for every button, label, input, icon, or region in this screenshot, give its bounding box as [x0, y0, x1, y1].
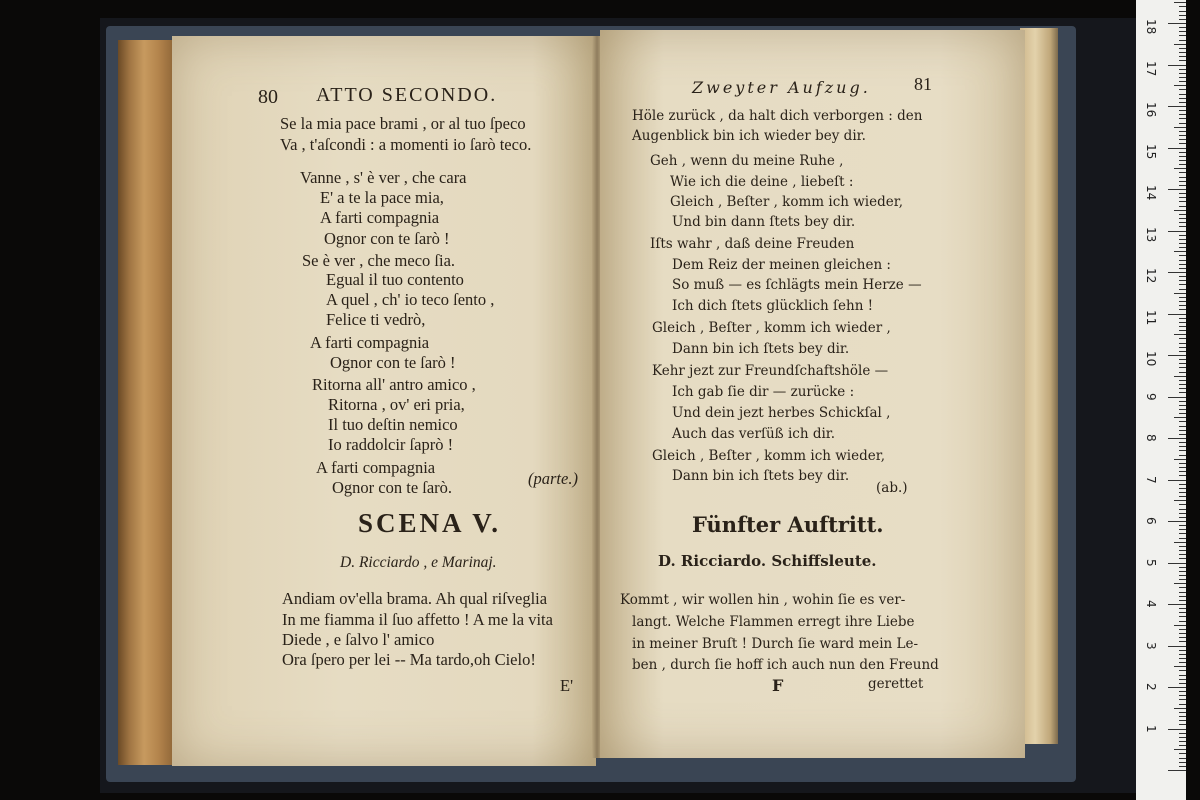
ruler-tick [1179, 305, 1186, 306]
book-fore-edge-right [1020, 28, 1058, 744]
ruler-tick [1179, 434, 1186, 435]
verse-line: Vanne , s' è ver , che cara [300, 168, 467, 187]
verse-line: E' a te la pace mia, [320, 188, 444, 207]
ruler-tick [1179, 56, 1186, 57]
ruler-tick [1174, 168, 1186, 169]
ruler-tick [1179, 554, 1186, 555]
ruler-tick [1168, 438, 1186, 439]
catchword: gerettet [868, 676, 924, 692]
ruler-tick [1179, 81, 1186, 82]
ruler-tick [1179, 401, 1186, 402]
ruler-tick [1179, 297, 1186, 298]
verse-line: Va , t'aſcondi : a momenti io ſarò teco. [280, 135, 532, 154]
ruler-tick [1179, 89, 1186, 90]
ruler-tick [1179, 720, 1186, 721]
ruler-tick [1179, 135, 1186, 136]
ruler-tick [1179, 114, 1186, 115]
prose-line: Andiam ov'ella brama. Ah qual riſveglia [282, 589, 548, 608]
ruler-tick [1179, 758, 1186, 759]
verse-line: Ich dich ſtets glücklich ſehn ! [672, 298, 874, 314]
ruler-tick [1179, 745, 1186, 746]
ruler-tick [1179, 235, 1186, 236]
verse-line: Dann bin ich ſtets bey dir. [672, 341, 850, 357]
ruler-tick [1179, 338, 1186, 339]
catchword: E' [560, 676, 574, 695]
ruler-tick [1179, 633, 1186, 634]
ruler-tick [1168, 23, 1186, 24]
ruler-tick [1179, 343, 1186, 344]
ruler-tick [1179, 247, 1186, 248]
ruler-tick [1179, 741, 1186, 742]
ruler-tick [1174, 85, 1186, 86]
ruler-tick [1179, 612, 1186, 613]
ruler-tick [1174, 666, 1186, 667]
ruler-tick [1179, 94, 1186, 95]
verse-line: Und dein jezt herbes Schickſal , [672, 405, 891, 421]
ruler-label: 7 [1144, 475, 1158, 484]
ruler-tick [1168, 272, 1186, 273]
ruler-tick [1179, 276, 1186, 277]
scene-title: Fünfter Auftritt. [692, 512, 884, 537]
ruler-tick [1179, 152, 1186, 153]
ruler-tick [1174, 583, 1186, 584]
ruler-tick [1179, 488, 1186, 489]
ruler-label: 6 [1144, 517, 1158, 525]
ruler-tick [1174, 417, 1186, 418]
verse-line: Gleich , Beſter , komm ich wieder , [652, 320, 891, 336]
ruler-tick [1179, 110, 1186, 111]
ruler-label: 11 [1144, 309, 1158, 325]
verse-line: Ritorna , ov' eri pria, [328, 395, 465, 414]
ruler-tick [1168, 770, 1186, 771]
ruler-tick [1179, 60, 1186, 61]
ruler-tick [1179, 575, 1186, 576]
signature-mark: F [772, 676, 784, 695]
verse-line: Ognor con te ſarò ! [330, 353, 456, 372]
ruler-tick [1179, 724, 1186, 725]
ruler-tick [1168, 65, 1186, 66]
ruler-tick [1168, 521, 1186, 522]
ruler-tick [1179, 264, 1186, 265]
verse-line: Augenblick bin ich wieder bey dir. [632, 128, 866, 144]
ruler-tick [1179, 177, 1186, 178]
ruler-tick [1179, 372, 1186, 373]
ruler-label: 9 [1144, 392, 1158, 401]
ruler-tick [1179, 193, 1186, 194]
ruler-tick [1179, 587, 1186, 588]
prose-line: langt. Welche Flammen erregt ihre Liebe [632, 614, 915, 630]
ruler-tick [1179, 621, 1186, 622]
verse-line: Ognor con te ſarò ! [324, 229, 450, 248]
ruler-tick [1179, 69, 1186, 70]
verse-line: Dem Reiz der meinen gleichen : [672, 257, 891, 273]
ruler-tick [1179, 123, 1186, 124]
ruler-tick [1179, 517, 1186, 518]
ruler-tick [1179, 380, 1186, 381]
ruler-tick [1174, 500, 1186, 501]
ruler-tick [1179, 600, 1186, 601]
ruler-tick [1179, 11, 1186, 12]
ruler-tick [1179, 318, 1186, 319]
verse-line: Ognor con te ſarò. [332, 478, 453, 497]
verse-line: A farti compagnia [316, 458, 436, 477]
ruler-tick [1179, 650, 1186, 651]
ruler-tick [1168, 563, 1186, 564]
ruler-label: 2 [1144, 683, 1158, 691]
ruler-tick [1179, 6, 1186, 7]
ruler-tick [1179, 450, 1186, 451]
ruler-tick [1179, 467, 1186, 468]
verse-line: Felice ti vedrò, [326, 310, 426, 329]
ruler-tick [1179, 683, 1186, 684]
ruler-tick [1179, 654, 1186, 655]
ruler-tick [1179, 592, 1186, 593]
ruler-tick [1179, 471, 1186, 472]
ruler-tick [1179, 280, 1186, 281]
left-page-number: 80 [258, 86, 278, 108]
ruler-tick [1179, 699, 1186, 700]
ruler-tick [1168, 148, 1186, 149]
ruler-tick [1179, 733, 1186, 734]
ruler-tick [1179, 102, 1186, 103]
ruler-tick [1179, 704, 1186, 705]
ruler-tick [1179, 608, 1186, 609]
ruler-tick [1179, 322, 1186, 323]
right-running-head: Zweyter Aufzug. [692, 78, 871, 97]
ruler-tick [1179, 637, 1186, 638]
ruler-tick [1179, 426, 1186, 427]
ruler-tick [1179, 629, 1186, 630]
verse-line: Wie ich die deine , liebeſt : [670, 174, 854, 190]
ruler-tick [1179, 289, 1186, 290]
ruler-tick [1179, 156, 1186, 157]
ruler-label: 5 [1144, 558, 1158, 567]
ruler-tick [1179, 181, 1186, 182]
ruler-tick [1174, 459, 1186, 460]
ruler-tick [1174, 2, 1186, 3]
prose-line: Kommt , wir wollen hin , wohin ſie es ver- [620, 592, 906, 608]
ruler-tick [1174, 749, 1186, 750]
ruler-tick [1179, 164, 1186, 165]
ruler-tick [1179, 77, 1186, 78]
ruler-tick [1179, 206, 1186, 207]
ruler-tick [1179, 98, 1186, 99]
ruler-tick [1179, 197, 1186, 198]
ruler-tick [1179, 475, 1186, 476]
verse-line: Kehr jezt zur Freundſchaftshöle — [652, 363, 889, 379]
ruler-tick [1179, 367, 1186, 368]
ruler-tick [1179, 301, 1186, 302]
prose-line: Diede , e ſalvo l' amico [282, 630, 435, 649]
scene-characters: D. Ricciardo. Schiffsleute. [658, 552, 877, 570]
verse-line: Höle zurück , da halt dich verborgen : den [632, 108, 923, 124]
ruler-tick [1179, 484, 1186, 485]
ruler-tick [1179, 139, 1186, 140]
verse-line: Il tuo deſtin nemico [328, 415, 458, 434]
ruler-tick [1179, 675, 1186, 676]
ruler-tick [1179, 143, 1186, 144]
ruler-tick [1174, 251, 1186, 252]
prose-line: in meiner Bruſt ! Durch ſie ward mein Le- [632, 636, 919, 652]
ruler-tick [1179, 31, 1186, 32]
ruler-label: 18 [1144, 19, 1158, 35]
ruler-tick [1179, 185, 1186, 186]
exit-note: (ab.) [876, 480, 908, 496]
ruler-tick [1179, 40, 1186, 41]
prose-line: ben , durch ſie hoff ich auch nun den Freund [632, 657, 939, 673]
ruler-tick [1168, 106, 1186, 107]
ruler-tick [1168, 397, 1186, 398]
ruler-tick [1179, 239, 1186, 240]
verse-line: Gleich , Beſter , komm ich wieder, [670, 194, 904, 210]
ruler-tick [1179, 679, 1186, 680]
scene-characters: D. Ricciardo , e Marinaj. [340, 554, 497, 571]
verse-line: Geh , wenn du meine Ruhe , [650, 153, 844, 169]
ruler-tick [1179, 616, 1186, 617]
ruler-tick [1179, 284, 1186, 285]
book-fore-edge-left [118, 40, 176, 765]
verse-line: Se è ver , che meco ſia. [302, 251, 456, 270]
ruler-tick [1179, 172, 1186, 173]
ruler-tick [1179, 513, 1186, 514]
ruler-label: 8 [1144, 434, 1158, 442]
ruler-tick [1179, 509, 1186, 510]
ruler-tick [1179, 388, 1186, 389]
ruler-tick [1168, 604, 1186, 605]
ruler-tick [1179, 662, 1186, 663]
ruler-tick [1179, 430, 1186, 431]
measuring-ruler [1136, 0, 1186, 800]
ruler-tick [1179, 695, 1186, 696]
verse-line: Auch das verſüß ich dir. [672, 426, 836, 442]
ruler-tick [1179, 492, 1186, 493]
verse-line: Und bin dann ſtets bey dir. [672, 214, 856, 230]
ruler-tick [1179, 641, 1186, 642]
ruler-tick [1174, 44, 1186, 45]
ruler-label: 17 [1144, 60, 1158, 76]
ruler-label: 1 [1144, 724, 1158, 733]
ruler-tick [1179, 405, 1186, 406]
ruler-tick [1179, 567, 1186, 568]
scene-title: SCENA V. [358, 508, 502, 538]
ruler-tick [1179, 737, 1186, 738]
ruler-tick [1179, 359, 1186, 360]
ruler-tick [1179, 658, 1186, 659]
ruler-tick [1179, 546, 1186, 547]
ruler-tick [1179, 596, 1186, 597]
ruler-label: 15 [1144, 143, 1158, 159]
ruler-tick [1168, 729, 1186, 730]
ruler-tick [1179, 442, 1186, 443]
ruler-tick [1179, 670, 1186, 671]
ruler-tick [1179, 538, 1186, 539]
ruler-tick [1179, 243, 1186, 244]
ruler-tick [1179, 218, 1186, 219]
verse-line: Ritorna all' antro amico , [312, 375, 476, 394]
ruler-tick [1179, 15, 1186, 16]
ruler-tick [1179, 330, 1186, 331]
ruler-label: 3 [1144, 641, 1158, 650]
ruler-tick [1179, 222, 1186, 223]
ruler-tick [1179, 226, 1186, 227]
ruler-tick [1179, 455, 1186, 456]
ruler-tick [1179, 463, 1186, 464]
verse-line: Dann bin ich ſtets bey dir. [672, 468, 850, 484]
ruler-tick [1174, 210, 1186, 211]
ruler-tick [1174, 625, 1186, 626]
ruler-tick [1174, 708, 1186, 709]
ruler-tick [1174, 376, 1186, 377]
ruler-tick [1179, 766, 1186, 767]
ruler-tick [1179, 19, 1186, 20]
ruler-tick [1179, 160, 1186, 161]
ruler-tick [1179, 52, 1186, 53]
verse-line: Iſts wahr , daß deine Freuden [650, 236, 855, 252]
ruler-tick [1179, 214, 1186, 215]
ruler-tick [1179, 35, 1186, 36]
ruler-tick [1179, 260, 1186, 261]
ruler-tick [1179, 753, 1186, 754]
ruler-tick [1179, 384, 1186, 385]
ruler-tick [1179, 496, 1186, 497]
ruler-tick [1168, 231, 1186, 232]
left-running-head: ATTO SECONDO. [316, 84, 498, 106]
ruler-tick [1168, 189, 1186, 190]
ruler-tick [1179, 504, 1186, 505]
right-page-number: 81 [914, 74, 932, 94]
prose-line: Ora ſpero per lei -- Ma tardo,oh Cielo! [282, 650, 536, 669]
left-page [172, 36, 596, 766]
ruler-tick [1174, 127, 1186, 128]
verse-line: So muß — es ſchlägts mein Herze — [672, 277, 922, 293]
ruler-tick [1179, 309, 1186, 310]
exit-note: (parte.) [528, 469, 578, 488]
ruler-label: 10 [1144, 351, 1158, 367]
ruler-tick [1179, 48, 1186, 49]
ruler-tick [1179, 579, 1186, 580]
ruler-tick [1174, 334, 1186, 335]
ruler-tick [1168, 355, 1186, 356]
ruler-tick [1179, 392, 1186, 393]
verse-line: A quel , ch' io teco ſento , [326, 290, 495, 309]
ruler-tick [1179, 326, 1186, 327]
ruler-tick [1179, 762, 1186, 763]
ruler-tick [1179, 27, 1186, 28]
verse-line: A farti compagnia [310, 333, 430, 352]
ruler-tick [1179, 131, 1186, 132]
ruler-tick [1179, 558, 1186, 559]
ruler-tick [1179, 409, 1186, 410]
ruler-tick [1179, 421, 1186, 422]
ruler-tick [1179, 529, 1186, 530]
ruler-tick [1179, 691, 1186, 692]
ruler-tick [1179, 363, 1186, 364]
ruler-tick [1168, 314, 1186, 315]
verse-line: Egual il tuo contento [326, 270, 464, 289]
verse-line: Ich gab ſie dir — zurücke : [672, 384, 855, 400]
verse-line: Gleich , Beſter , komm ich wieder, [652, 448, 886, 464]
ruler-label: 12 [1144, 268, 1158, 284]
ruler-tick [1174, 293, 1186, 294]
ruler-label: 13 [1144, 226, 1158, 242]
ruler-label: 16 [1144, 102, 1158, 118]
ruler-tick [1179, 550, 1186, 551]
verse-line: Se la mia pace brami , or al tuo ſpeco [280, 114, 526, 133]
ruler-tick [1168, 646, 1186, 647]
prose-line: In me fiamma il ſuo affetto ! A me la vita [282, 610, 553, 629]
right-page [600, 30, 1025, 758]
verse-line: A farti compagnia [320, 208, 440, 227]
ruler-tick [1179, 201, 1186, 202]
verse-line: Io raddolcir ſaprò ! [328, 435, 454, 454]
ruler-tick [1179, 118, 1186, 119]
ruler-tick [1179, 268, 1186, 269]
ruler-tick [1179, 716, 1186, 717]
ruler-tick [1168, 687, 1186, 688]
ruler-tick [1179, 533, 1186, 534]
ruler-tick [1179, 73, 1186, 74]
ruler-tick [1179, 712, 1186, 713]
ruler-tick [1179, 525, 1186, 526]
ruler-tick [1179, 413, 1186, 414]
ruler-tick [1168, 480, 1186, 481]
ruler-tick [1174, 542, 1186, 543]
ruler-tick [1179, 347, 1186, 348]
ruler-tick [1179, 571, 1186, 572]
ruler-tick [1179, 446, 1186, 447]
ruler-tick [1179, 351, 1186, 352]
ruler-label: 14 [1144, 185, 1158, 201]
ruler-label: 4 [1144, 600, 1158, 608]
ruler-tick [1179, 255, 1186, 256]
